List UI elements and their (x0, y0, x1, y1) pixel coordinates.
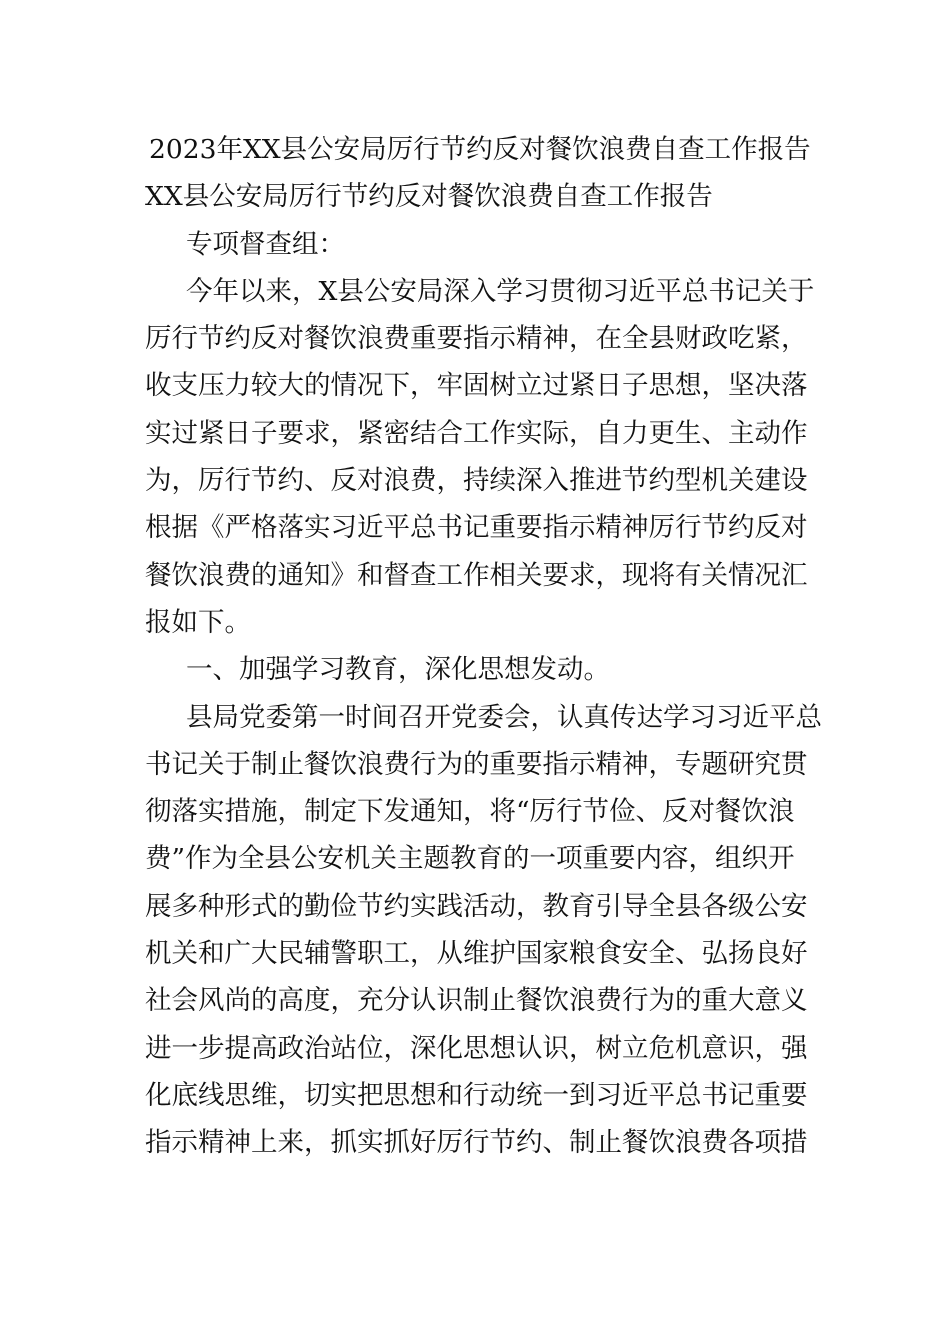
paragraph-line: 县局党委第一时间召开党委会，认真传达学习习近平总 (186, 701, 822, 733)
paragraph-line: 餐饮浪费的通知》和督查工作相关要求，现将有关情况汇 (145, 559, 808, 591)
paragraph-line: 进一步提高政治站位，深化思想认识，树立危机意识，强 (145, 1032, 808, 1064)
paragraph-line: 展多种形式的勤俭节约实践活动，教育引导全县各级公安 (145, 890, 808, 922)
paragraph-line: 彻落实措施，制定下发通知，将“厉行节俭、反对餐饮浪 (145, 796, 795, 828)
paragraph-2 (145, 694, 822, 1167)
paragraph-line: 厉行节约反对餐饮浪费重要指示精神，在全县财政吃紧， (145, 323, 808, 355)
document-title: 2023年XX县公安局厉行节约反对餐饮浪费自查工作报告 (149, 134, 811, 165)
paragraph-line: 书记关于制止餐饮浪费行为的重要指示精神，专题研究贯 (145, 748, 808, 780)
document-body (145, 126, 822, 1167)
paragraph-line: 报如下。 (145, 606, 251, 638)
paragraph-line: 机关和广大民辅警职工，从维护国家粮食安全、弘扬良好 (145, 938, 808, 970)
paragraph-line: 费”作为全县公安机关主题教育的一项重要内容，组织开 (145, 843, 795, 875)
document-subtitle: XX县公安局厉行节约反对餐饮浪费自查工作报告 (145, 181, 713, 213)
section-heading: 一、加强学习教育，深化思想发动。 (186, 654, 610, 686)
paragraph-line: 化底线思维，切实把思想和行动统一到习近平总书记重要 (145, 1079, 808, 1111)
salutation: 专项督查组： (186, 228, 345, 260)
paragraph-line: 指示精神上来，抓实抓好厉行节约、制止餐饮浪费各项措 (145, 1127, 808, 1159)
paragraph-line: 根据《严格落实习近平总书记重要指示精神厉行节约反对 (145, 512, 808, 544)
paragraph-1 (145, 268, 815, 646)
paragraph-line: 收支压力较大的情况下，牢固树立过紧日子思想，坚决落 (145, 370, 808, 402)
paragraph-line: 社会风尚的高度，充分认识制止餐饮浪费行为的重大意义 (145, 985, 808, 1017)
paragraph-line: 今年以来，X县公安局深入学习贯彻习近平总书记关于 (186, 275, 815, 307)
paragraph-line: 实过紧日子要求，紧密结合工作实际，自力更生、主动作 (145, 417, 808, 449)
paragraph-line: 为，厉行节约、反对浪费，持续深入推进节约型机关建设 (145, 465, 808, 497)
